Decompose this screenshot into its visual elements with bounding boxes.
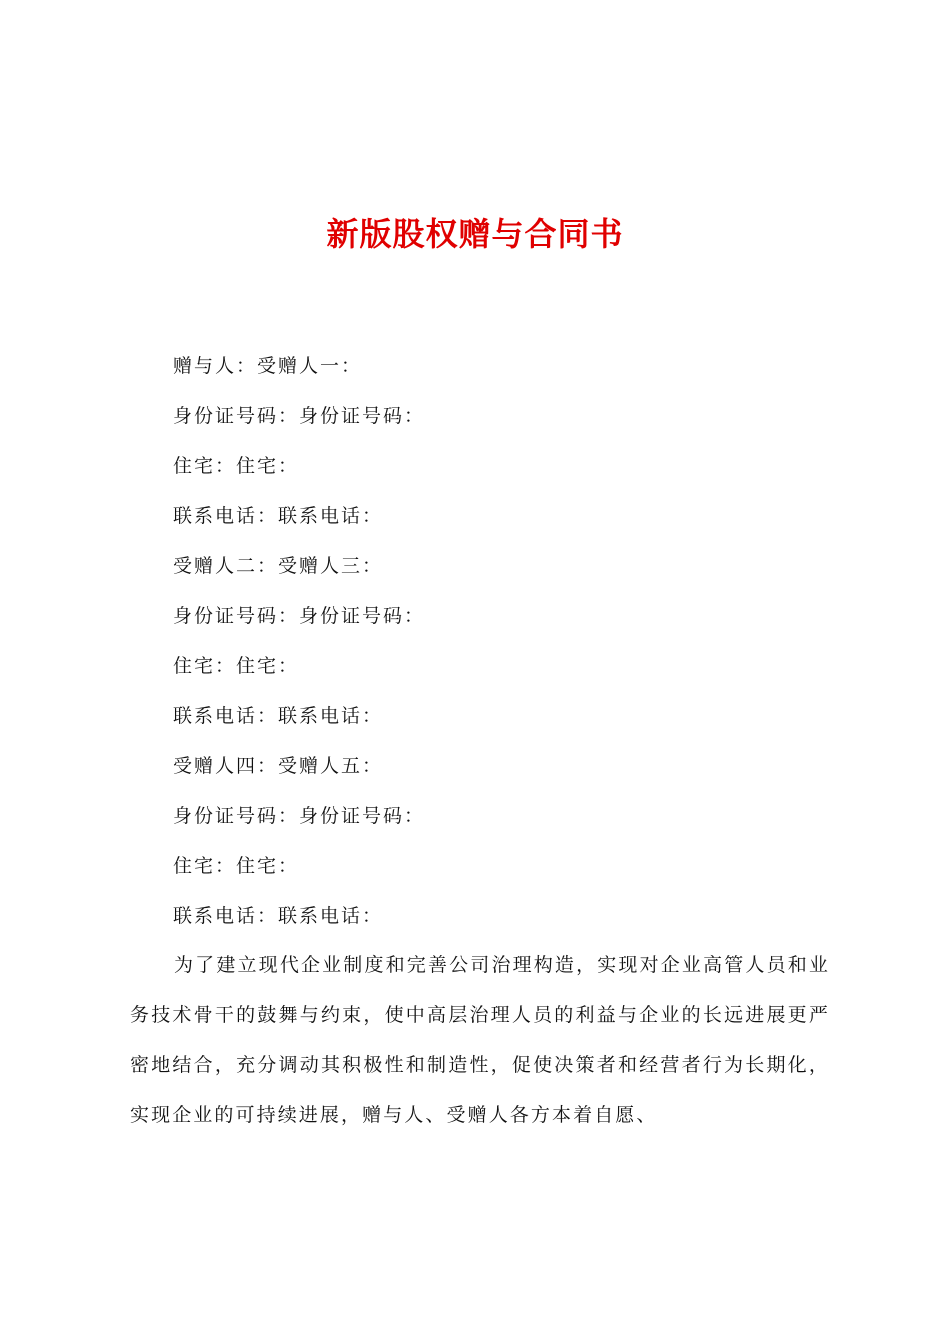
field-line-phone: 联系电话：联系电话： xyxy=(173,705,384,727)
field-line-donor-recipient-1: 赠与人：受赠人一： xyxy=(173,355,363,377)
field-line-id-number: 身份证号码：身份证号码： xyxy=(173,605,426,627)
field-line-recipient-4-5: 受赠人四：受赠人五： xyxy=(173,755,384,777)
field-line-id-number: 身份证号码：身份证号码： xyxy=(173,805,426,827)
field-line-phone: 联系电话：联系电话： xyxy=(173,505,384,527)
party-field-list xyxy=(173,346,833,946)
contract-body-paragraph: 为了建立现代企业制度和完善公司治理构造，实现对企业高管人员和业务技术骨干的鼓舞与约束，使中高层治理人员的利益与企业的长远进展更严密地结合，充分调动其积极性和制造性，促使决策者和经营者行为长期化，实现企业的可持续进展，赠与人、受赠人各方本着自愿、 xyxy=(130,954,830,1126)
document-title: 新版股权赠与合同书 xyxy=(326,215,624,253)
field-line-id-number: 身份证号码：身份证号码： xyxy=(173,405,426,427)
field-line-address: 住宅：住宅： xyxy=(173,855,300,877)
field-line-phone: 联系电话：联系电话： xyxy=(173,905,384,927)
field-line-address: 住宅：住宅： xyxy=(173,455,300,477)
field-line-address: 住宅：住宅： xyxy=(173,655,300,677)
field-line-recipient-2-3: 受赠人二：受赠人三： xyxy=(173,555,384,577)
